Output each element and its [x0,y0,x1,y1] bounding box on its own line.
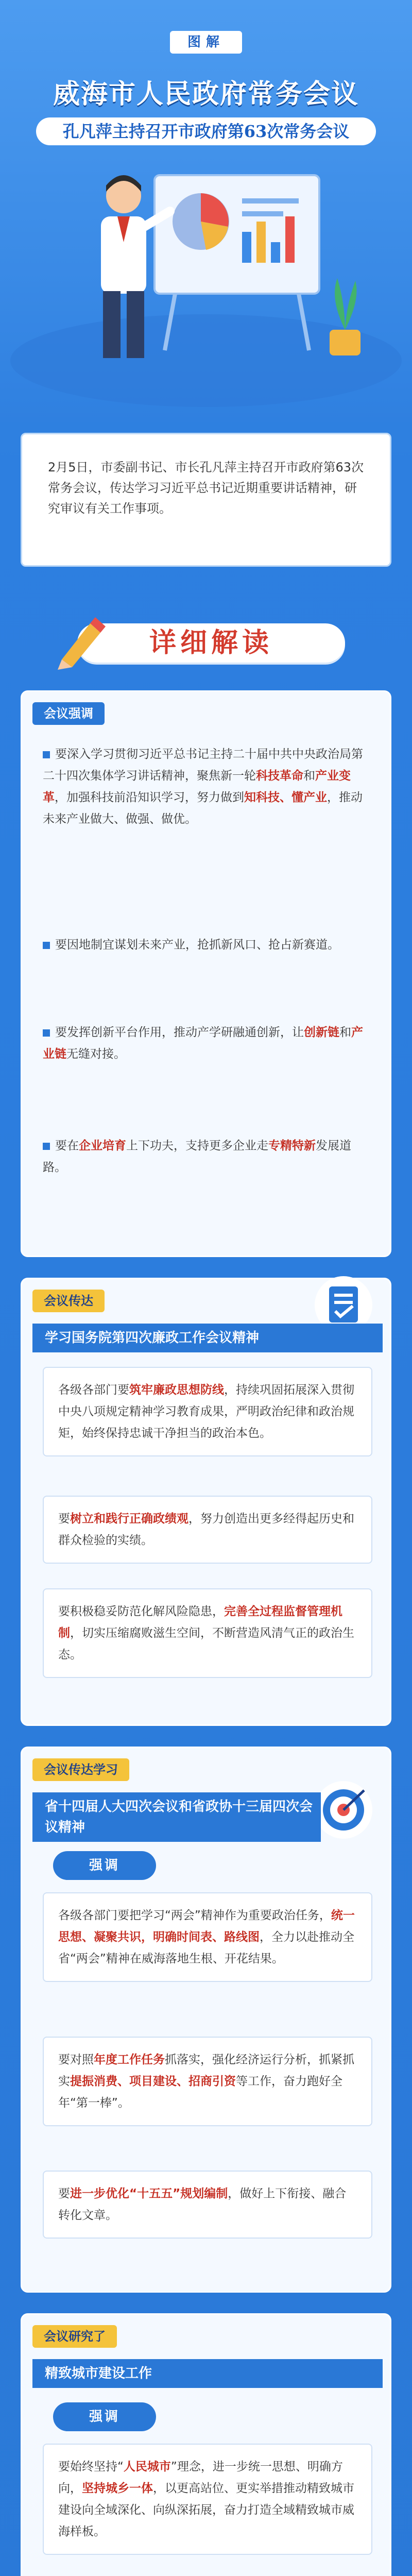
list-item: 要发挥创新平台作用，推动产学研融通创新，让创新链和产业链无缝对接。 [43,1026,363,1061]
emphasis-pill: 强调 [53,2402,156,2431]
content-card: 要始终坚持“人民城市”理念，进一步统一思想、明确方向，坚持城乡一体，以更高站位、更实举措推动精致城市建设向全域深化、向纵深拓展，奋力打造全域精致城市威海样板。 [43,2444,372,2555]
intro-card: 2月5日，市委副书记、市长孔凡萍主持召开市政府第63次常务会议，传达学习习近平总书记近期重要讲话精神，研究审议有关工作事项。 [21,433,391,567]
target-icon [313,1779,374,1841]
bullet-icon [43,751,50,758]
bullet-icon [43,942,50,949]
detail-title: 详细解读 [149,627,273,658]
content-card: 要树立和践行正确政绩观，努力创造出更多经得起历史和群众检验的实绩。 [43,1496,372,1564]
section-convey-two-sessions [21,1747,391,2293]
bullet-icon [43,1029,50,1037]
pencil-icon [52,613,108,670]
content-card: 要进一步优化“十五五”规划编制，做好上下衔接、融合转化文章。 [43,2171,372,2239]
section-title: 精致城市建设工作 [32,2359,383,2388]
emphasis-pill: 强调 [53,1851,156,1880]
content-card: 各级各部门要筑牢廉政思想防线，持续巩固拓展深入贯彻中央八项规定精神学习教育成果，严明政治纪律和政治规矩，始终保持忠诚干净担当的政治本色。 [43,1367,372,1456]
section-city-construction [21,2313,391,2576]
section-label: 会议强调 [32,702,105,725]
detail-banner [21,613,391,670]
content-card: 要对照年度工作任务抓落实，强化经济运行分析，抓紧抓实提振消费、项目建设、招商引资等工作，奋力跑好全年“第一棒”。 [43,2037,372,2126]
content-card: 各级各部门要把学习“两会”精神作为重要政治任务，统一思想、凝聚共识，明确时间表、路线图，全力以赴推动全省“两会”精神在威海落地生根、开花结果。 [43,1892,372,1982]
bullet-icon [43,1143,50,1150]
list-item: 要在企业培育上下功夫，支持更多企业走专精特新发展道路。 [43,1139,351,1174]
section-label: 会议传达 [32,1290,105,1312]
content-card: 要积极稳妥防范化解风险隐患，完善全过程监督管理机制，切实压缩腐败滋生空间，不断营造风清气正的政治生态。 [43,1588,372,1678]
header-banner [0,0,412,422]
section-title: 学习国务院第四次廉政工作会议精神 [32,1324,383,1352]
section-title: 省十四届人大四次会议和省政协十三届四次会议精神 [32,1792,321,1842]
list-item: 要深入学习贯彻习近平总书记主持二十届中共中央政治局第二十四次集体学习讲话精神，聚焦新一轮科技革命和产业变革，加强科技前沿知识学习，努力做到知科技、懂产业，推动未来产业做大、做强、做优。 [43,748,363,826]
page-subtitle: 孔凡萍主持召开市政府第63次常务会议 [36,117,376,145]
section-meeting-emphasis [21,690,391,1257]
header-illustration [0,0,412,422]
section-label: 会议传达学习 [32,1758,129,1781]
list-item: 要因地制宜谋划未来产业，抢抓新风口、抢占新赛道。 [43,934,372,956]
header-tag: 图解 [170,31,242,54]
section-convey-anticorruption [21,1278,391,1726]
page-title: 威海市人民政府常务会议 [53,78,359,110]
section-label: 会议研究了 [32,2325,117,2348]
